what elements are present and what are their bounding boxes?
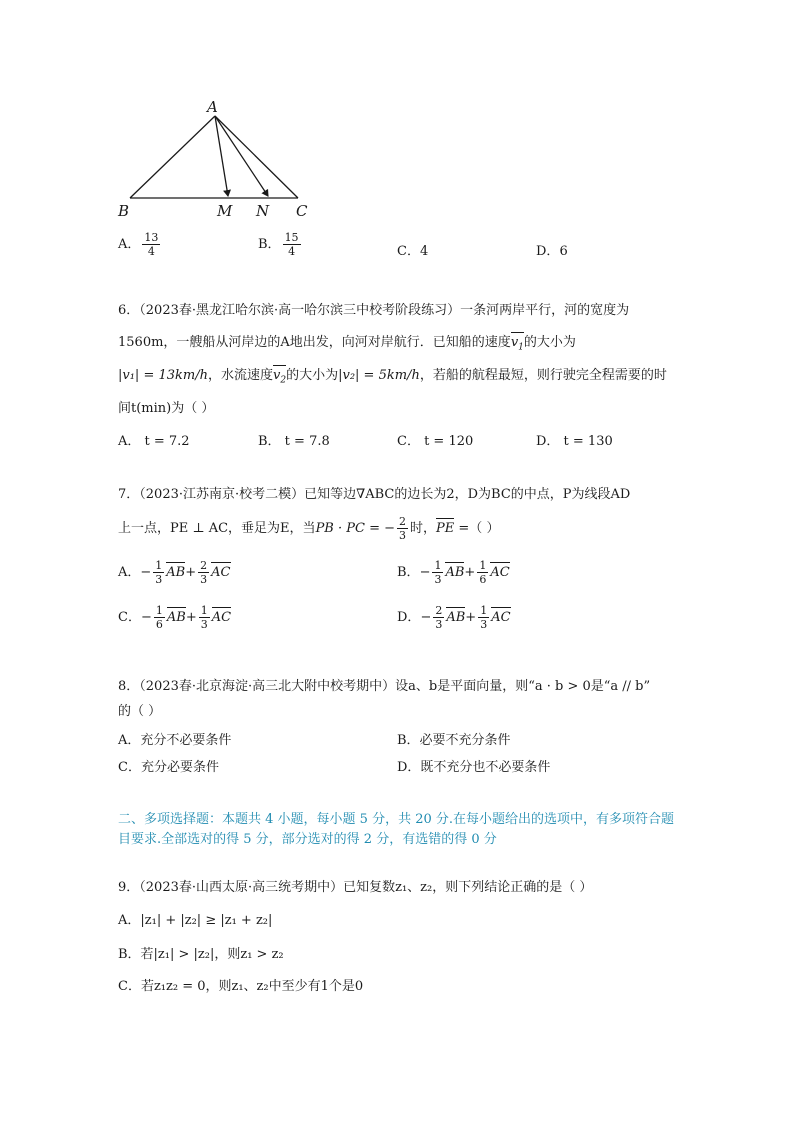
- q8-line-1: 8．（2023春·北京海淀·高三北大附中校考期中）设a、b是平面向量，则“a · b > 0是“a // b”: [118, 679, 651, 694]
- q6-option-c[interactable]: C． t = 120: [397, 434, 474, 449]
- q5-option-b[interactable]: B． $\frac{15}{4}$: [258, 231, 299, 258]
- q6-option-b[interactable]: B． t = 7.8: [258, 434, 330, 449]
- side-ab: [130, 116, 215, 198]
- q8-option-b[interactable]: B．必要不充分条件: [397, 733, 511, 748]
- label-m: M: [217, 202, 233, 220]
- q9-line-1: 9．（2023春·山西太原·高三统考期中）已知复数z₁、z₂，则下列结论正确的是（ ）: [118, 880, 593, 895]
- q5-option-a[interactable]: A． $\frac{13}{4}$: [118, 231, 159, 258]
- fraction: $\frac{13}{4}$: [144, 231, 159, 258]
- q7-option-b[interactable]: B．− $\frac{1}{3}$ AB+ $\frac{1}{6}$ AC: [397, 559, 510, 586]
- q9-option-b[interactable]: B．若|z₁| > |z₂|，则z₁ > z₂: [118, 947, 284, 962]
- q7-line-2: 上一点，PE ⊥ AC，垂足为E，当PB · PC = − $\frac{2}{3}$ 时，PE =（ ）: [118, 515, 500, 542]
- q9-option-c[interactable]: C．若z₁z₂ = 0，则z₁、z₂中至少有1个是0: [118, 979, 364, 994]
- q6-option-d[interactable]: D． t = 130: [536, 434, 613, 449]
- label-b: B: [118, 202, 130, 220]
- q7-option-c[interactable]: C．− $\frac{1}{6}$ AB+ $\frac{1}{3}$ AC: [118, 604, 232, 631]
- q6-line-4: 间t(min)为（ ）: [118, 401, 215, 416]
- q8-option-d[interactable]: D．既不充分也不必要条件: [397, 760, 551, 775]
- label-n: N: [256, 202, 270, 220]
- vector-an: [215, 116, 268, 196]
- fraction: $\frac{2}{3}$: [399, 515, 407, 542]
- q8-option-a[interactable]: A．充分不必要条件: [118, 733, 232, 748]
- q7-option-d[interactable]: D．− $\frac{2}{3}$ AB+ $\frac{1}{3}$ AC: [397, 604, 511, 631]
- side-ac: [215, 116, 298, 198]
- section-2-heading: 二、多项选择题：本题共 4 小题，每小题 5 分，共 20 分.在每小题给出的选项中，有多项符合题目要求.全部选对的得 5 分，部分选对的得 2 分，有选错的得 0 分: [118, 812, 675, 847]
- vector-am: [215, 116, 228, 196]
- vector-pe: PE: [436, 521, 455, 536]
- q9-option-a[interactable]: A．|z₁| + |z₂| ≥ |z₁ + z₂|: [118, 913, 273, 928]
- q6-line-3: |v₁| = 13km/h，水流速度$v_2$的大小为|v₂| = 5km/h，若船的航程最短，则行驶完全程需要的时: [118, 368, 667, 386]
- q6-line-1: 6．（2023春·黑龙江哈尔滨·高一哈尔滨三中校考阶段练习）一条河两岸平行，河的宽度为: [118, 303, 630, 318]
- label-a: A: [207, 98, 218, 116]
- q8-option-c[interactable]: C．充分必要条件: [118, 760, 219, 775]
- q8-line-2: 的（ ）: [118, 704, 162, 719]
- q7-line-1: 7．（2023·江苏南京·校考二模）已知等边∇ABC的边长为2，D为BC的中点，P为线段AD: [118, 487, 631, 502]
- fraction: $\frac{15}{4}$: [284, 231, 299, 258]
- q7-option-a[interactable]: A．− $\frac{1}{3}$ AB+ $\frac{2}{3}$ AC: [118, 559, 231, 586]
- triangle-figure: [110, 95, 330, 225]
- q5-option-d[interactable]: D．6: [536, 244, 568, 259]
- label-c: C: [296, 202, 308, 220]
- q5-option-c[interactable]: C．4: [397, 244, 429, 259]
- q6-option-a[interactable]: A． t = 7.2: [118, 434, 190, 449]
- q6-line-2: 1560m，一艘船从河岸边的A地出发，向河对岸航行．已知船的速度$v_1$的大小为: [118, 335, 576, 353]
- vector-v1: $v_1$: [510, 335, 524, 353]
- vector-v2: $v_2$: [273, 368, 287, 386]
